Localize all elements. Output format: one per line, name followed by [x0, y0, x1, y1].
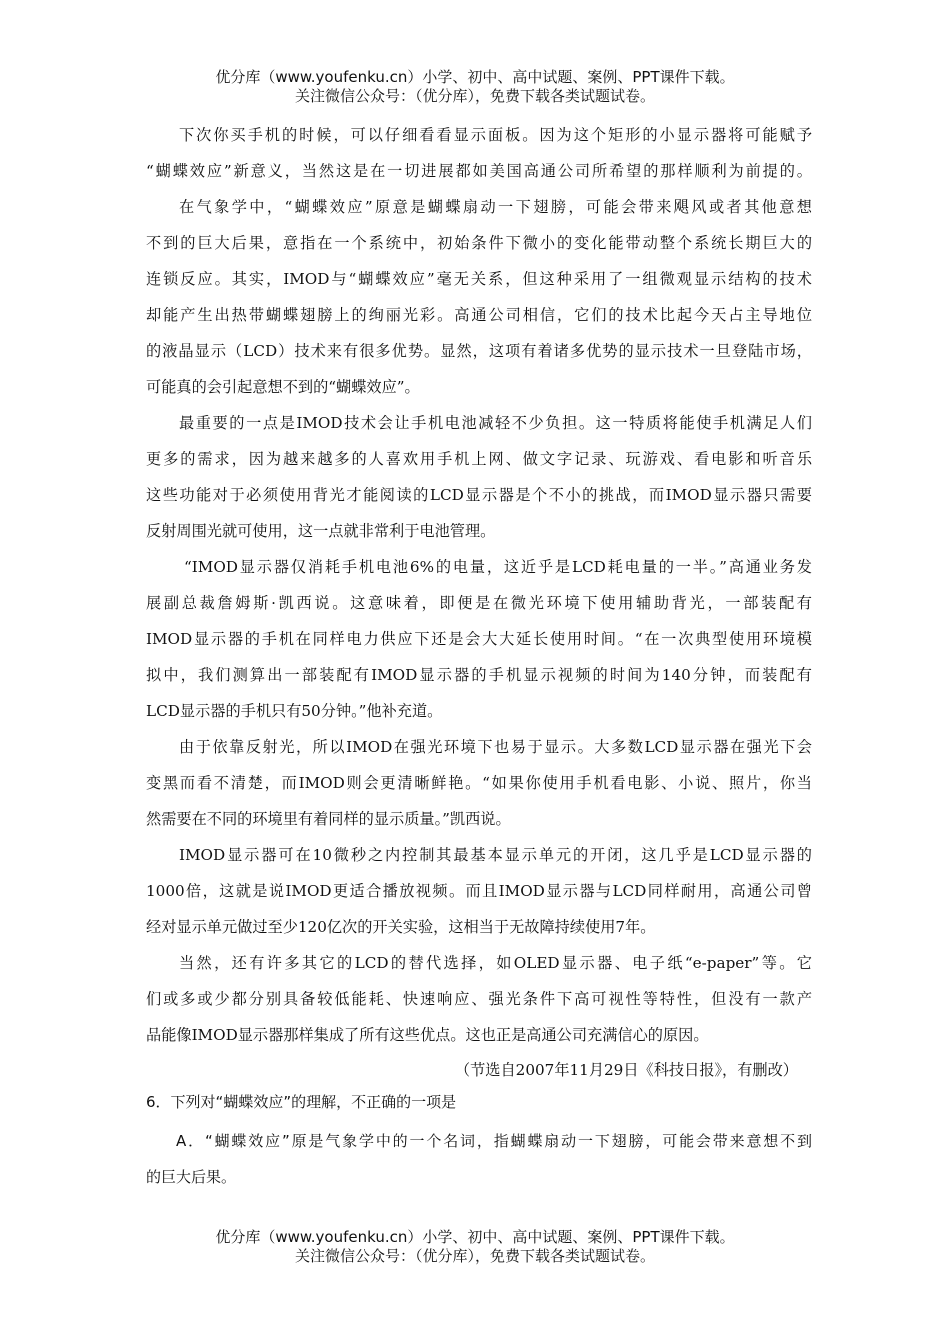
paragraph-line: 变黑而看不清楚，而IMOD则会更清晰鲜艳。“如果你使用手机看电影、小说、照片，你当	[146, 774, 812, 792]
paragraph-line: 连锁反应。其实，IMOD与“蝴蝶效应”毫无关系，但这种采用了一组微观显示结构的技术	[146, 270, 812, 288]
paragraph-line: 展副总裁詹姆斯·凯西说。这意味着，即便是在微光环境下使用辅助背光，一部装配有	[146, 594, 812, 612]
paragraph-line: 这些功能对于必须使用背光才能阅读的LCD显示器是个不小的挑战，而IMOD显示器只需要	[146, 486, 812, 504]
paragraph-line: 由于依靠反射光，所以IMOD在强光环境下也易于显示。大多数LCD显示器在强光下会	[179, 738, 812, 756]
paragraph-line: IMOD显示器的手机在同样电力供应下还是会大大延长使用时间。“在一次典型使用环境模	[146, 630, 812, 648]
article-body	[146, 117, 812, 1195]
paragraph-line: 当然，还有许多其它的LCD的替代选择，如OLED显示器、电子纸“e-paper”等。它	[179, 954, 812, 972]
paragraph-line: 的液晶显示（LCD）技术来有很多优势。显然，这项有着诸多优势的显示技术一旦登陆市场，	[146, 342, 812, 360]
option-a-line-1: A．“蝴蝶效应”原是气象学中的一个名词，指蝴蝶扇动一下翅膀，可能会带来意想不到	[176, 1132, 812, 1150]
paragraph-line: 下次你买手机的时候，可以仔细看看显示面板。因为这个矩形的小显示器将可能赋予	[179, 126, 812, 144]
paragraph-line: 不到的巨大后果，意指在一个系统中，初始条件下微小的变化能带动整个系统长期巨大的	[146, 234, 812, 252]
paragraph-line: 1000倍，这就是说IMOD更适合播放视频。而且IMOD显示器与LCD同样耐用，高通公司曾	[146, 882, 812, 900]
option-a-line-2: 的巨大后果。	[146, 1168, 237, 1186]
paragraph-line: “IMOD显示器仅消耗手机电池6%的电量，这近乎是LCD耗电量的一半。”高通业务发	[184, 558, 812, 576]
question-stem: 6．下列对“蝴蝶效应”的理解，不正确的一项是	[146, 1093, 457, 1111]
paragraph-line: 拟中，我们测算出一部装配有IMOD显示器的手机显示视频的时间为140分钟，而装配有	[146, 666, 812, 684]
paragraph-line: 却能产生出热带蝴蝶翅膀上的绚丽光彩。高通公司相信，它们的技术比起今天占主导地位	[146, 306, 812, 324]
paragraph-line: 品能像IMOD显示器那样集成了所有这些优点。这也正是高通公司充满信心的原因。	[146, 1026, 709, 1044]
paragraph-line: 在气象学中，“蝴蝶效应”原意是蝴蝶扇动一下翅膀，可能会带来飓风或者其他意想	[179, 198, 812, 216]
paragraph-line: “蝴蝶效应”新意义，当然这是在一切进展都如美国高通公司所希望的那样顺利为前提的。	[146, 162, 812, 180]
paragraph-line: 可能真的会引起意想不到的“蝴蝶效应”。	[146, 378, 420, 396]
paragraph-line: 反射周围光就可使用，这一点就非常利于电池管理。	[146, 522, 496, 540]
footer-line-2: 关注微信公众号：（优分库），免费下载各类试题试卷。	[294, 1247, 655, 1265]
paragraph-line: LCD显示器的手机只有50分钟。”他补充道。	[146, 702, 443, 720]
page-footer	[0, 1228, 950, 1266]
page-header	[0, 68, 950, 106]
paragraph-line: 经对显示单元做过至少120亿次的开关实验，这相当于无故障持续使用7年。	[146, 918, 656, 936]
paragraph-line: IMOD显示器可在10微秒之内控制其最基本显示单元的开闭，这几乎是LCD显示器的	[179, 846, 812, 864]
article-source: （节选自2007年11月29日《科技日报》，有删改）	[454, 1061, 798, 1079]
paragraph-line: 最重要的一点是IMOD技术会让手机电池减轻不少负担。这一特质将能使手机满足人们	[179, 414, 812, 432]
header-line-1: 优分库（www.youfenku.cn）小学、初中、高中试题、案例、PPT课件下载。	[215, 68, 735, 86]
header-line-2: 关注微信公众号：（优分库），免费下载各类试题试卷。	[294, 87, 655, 105]
footer-line-1: 优分库（www.youfenku.cn）小学、初中、高中试题、案例、PPT课件下载。	[215, 1228, 735, 1246]
paragraph-line: 们或多或少都分别具备较低能耗、快速响应、强光条件下高可视性等特性，但没有一款产	[146, 990, 812, 1008]
paragraph-line: 更多的需求，因为越来越多的人喜欢用手机上网、做文字记录、玩游戏、看电影和听音乐	[146, 450, 812, 468]
paragraph-line: 然需要在不同的环境里有着同样的显示质量。”凯西说。	[146, 810, 511, 828]
